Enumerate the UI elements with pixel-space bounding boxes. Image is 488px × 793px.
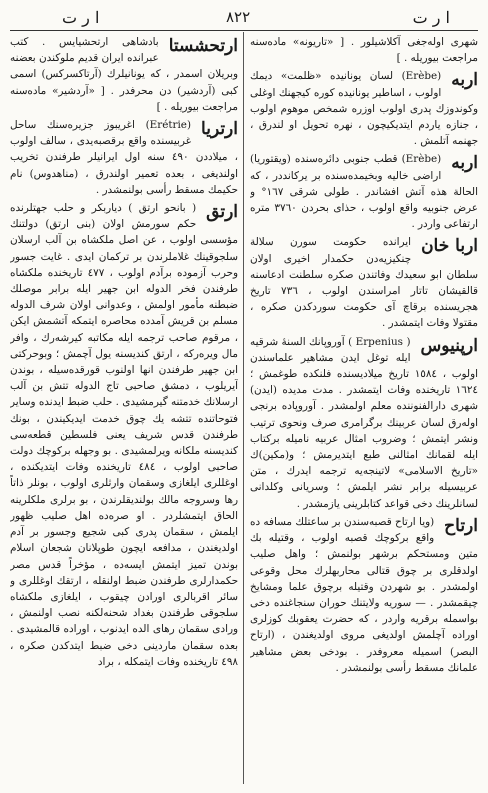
page-number: ٨٢٢ <box>226 8 251 26</box>
entry-erebe-volcano <box>250 151 478 232</box>
entry-erpenius <box>250 334 478 512</box>
entry-headword: ارتحشستا <box>168 36 238 56</box>
entry-erebe-myth <box>250 68 478 149</box>
right-column <box>250 34 478 786</box>
entry-headword: اربه <box>451 70 478 91</box>
entry-text: (ويا ارتاح قصبەسندن بر ساعتلك مسافه ده واقع بركوچك قصبه اولوب ، وقتيله بك متين ومستحكم برشهر بولنمش ؛ واهل صليب اولدقلرى بر چوق قتالى محاربهلرك محل وقوعى اولمشدر . بو شهردن وقتيله برچوق علما ومشايخ چيقمشدر . — سوريه ولايتنك حوران سنجاغنده دخى بواسمله برقريه واردر ، كه حضرت يعقوبك كوزلرى اورادە آچلمش اولديغى مروى اولديغندن ، (ارتاح البصر) اسميله معروفدر . بودخى بعض مشاهير علمانك مسقط رأسى بولنمشدر . <box>250 515 478 674</box>
entry-eretria <box>10 117 238 198</box>
running-title-right: ا ر ت <box>412 8 450 27</box>
entry-headword: ارپنيوس <box>420 335 478 356</box>
entry-text: ايرانده حكومت سورن سلالة چنكيزيەدن حكمدار اخيرى اولان سلطان ابو سعيدك وفاتندن صكره سلطنت ادعاسنه قالقيشان تاتار امراسندن اولوب ، ٧٣٦ تاريخ هجريسنده برقاچ آى حكومت سوردكدن صكره ، مقتولا وفات ايتمشدر . <box>250 236 478 330</box>
entry-text: بادشاهى ارتحشيايس . كتب عبراندە ايران قديم ملوكندن بعضنه وبريلان اسمدر ، كه يونانيلرك (آرتاكسرکس) اسمى كبى (آردشير) دن محرفدر . [ «آردشير» مادەسنه مراجعت بيوريله . ] <box>10 36 238 113</box>
entry-continuation <box>250 34 478 66</box>
left-column <box>10 34 238 786</box>
entry-arpa-khan <box>250 234 478 331</box>
entry-text: (Erèbe) قطب جنوبى دائرەسنده (ويقتوريا) اراضى خاليه وبخيمدەسنده بر يركانددر ، كه الحالة هذه آتش افشاندر . طولى شرقى ١٦٧° و عرض جنوبيه واقع اولوب ، حذاى بحردن ٣٧٦٠ متره ارتفاعى واردر . <box>250 153 478 231</box>
header-rule <box>10 30 478 31</box>
entry-text: شهرى اولەجغى آكلاشيلور . [ «تاريونه» مادەسنه مراجعت بيوريله . ] <box>250 36 478 65</box>
entry-artuk <box>10 200 238 670</box>
entry-headword: ارتق <box>206 202 238 223</box>
running-title-left: ا ر ت <box>62 8 100 27</box>
entry-text: ( Erpenius ) آوروپانك السنهٔ شرقيه ايله توغل ايدن مشاهير علماسندن اولوب ، ١٥٨٤ تاريخ ميلاديسنده فلنكده طوغمش ؛ ١٦٢٤ تاريخنده وفات ايتمشدر . مدت مديده (ايدن) شهرى دارالفنوننده معلم اولمشدر . آوروپاده برنجى اولەرق لسان عربينك برگرامرى صرف ونحوى ترتيب ونشر ايتمش ؛ وضروب امثال عربيه ناميله بركتاب ايله لقمانك امثالنى طبع ايتديرمش ؛ و(مكين)ك «تاريخ الاسلامى» لاتينجەيه ترجمه ايدرك ، متن عربيسيله برابر نشر ايلمش ؛ وسريانى وكلدانى لسانلرينك دخى قواعد كتابلرينى يازمشدر . <box>250 335 478 510</box>
entry-headword: اربا خان <box>421 236 478 257</box>
entry-text: (Erèbe) لسان يونانيده «ظلمت» ديمك اولوب ، اساطير يونانيده كوره كيجهنك اوغلى وكوندوزك پدرى اولوب اوزره شمخص موهوم اولوب ، جنازه ياردم ايتديكيچون ، نهره تحويل او لندرق ، جهنمه آتلمش . <box>250 70 478 148</box>
entry-artaxerxes <box>10 34 238 115</box>
column-divider <box>243 32 244 784</box>
entry-headword: ارتاح <box>444 515 478 536</box>
page-header <box>0 6 488 32</box>
entry-text: (Erétrie) اغريبوز جزيرەسنك ساحل غربيسنده واقع برقصبەيدى ، سالف اولوب ، ميلاددن ٤٩٠ سنه اول ايرانيلر طرفندن تخريب اولنديغى ، بعده تعمير اولندرق ، (مناهدوس) نام حكيمك مسقط رأسى بولنمشدر . <box>10 119 238 196</box>
entry-artah <box>250 514 478 676</box>
entry-headword: ارتريا <box>201 119 238 140</box>
entry-headword: اربه <box>451 153 478 174</box>
entry-text: ( بانحو ارتق ) دياربكر و حلب جهتلرنده حكم سورمش اولان (بنى ارتق) دولتنك مؤسسى اولوب ، عن اصل ملكشاه بن آلب ارسلان سلجوقينك غلاملرندن بر تركمان ايدى . غايت جسور وحرب آزموده برآدم اولوب ، ٤٧٧ تاريخنده ملكشاه طرفندن فخر الدوله ابن جهير ايله برابر موصلك ضبطنه مأمور اولمش ، وعدوانى اولان شرف الدوله مسلم بن قريش آمدده محاصره ايتمكه آتشمش ايكن ، مرقوم صاحب ترجمه ايله مكاتبه كيرشەرك ، وافر مال ويرەركه ، ارتق كنديسنه يول آچمش ؛ وبوحركتى ابن جهير طرفندن انها اولنوب قورقدەسيله ، بوندن آيريلوب ، دمشق صاحبى تاج الدوله تتش بن آلب ارسلانك خدمتنه گيرمشيدى . حلب ضبط ايدنده وساير فتوحاتنده تتشه يك چوق خدمت ايديكيندن ، بونك طرفندن قدس شريف يعنى فلسطين قطعەسى كنديسنه ملكانه ويرلمشيدى . بو وجهله بركوچك دولت صاحبى اولوب ، ٤٨٤ تاريخنده وفات ايتديكندە ، اوغللرى ايلغازى وسقمان وارثلرى اولوب ، بونلر ذاتاً رها وسروجه مالك بولنديقلرندن ، بو برلرى ملكلرينه الحاق ايتمشلردر . او صرەده اهل صليب ظهور ايلمش ، سقمان پدرى كبى شجيع وجسور بر آدم اولديغندن ، مدافعه ايچون طوپلانان شجعان اسلام بوندن تميز ايتمش ايسەده ، مؤخراً قدس مصر حكمدارلرى طرفندن ضبط اولنقله ، ارتقك اوغللرى و سائر اقربالرى اورادن چيقوب ، ايلغازى ملكشاه سلجوقى طرفندن بغداد شحنەلكنه نصب اولنمش ، ورادى سقمان رهاى الده ايدنوب ، اوراده قالمشيدى . بعده سقمان ماردينى دخى ضبط ايتدكدن صكره ، ٤٩٨ تاريخنده وفات ايتمكله ، براد <box>10 202 238 668</box>
